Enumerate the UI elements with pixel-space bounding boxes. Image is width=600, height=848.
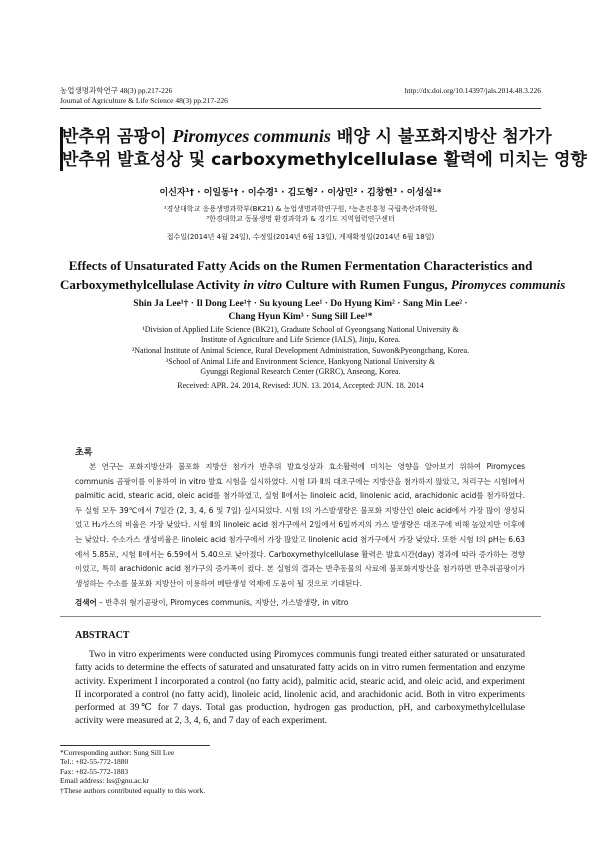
dates-ko: 접수일(2014년 4월 24일), 수정일(2014년 6월 13일), 게재확정일(2014년 6월 18일) [166, 233, 435, 241]
affiliation-en-2: Institute of Agriculture and Life Science (IALS), Jinju, Korea. [200, 335, 401, 344]
title-ko-line1: 반추위 곰팡이 Piromyces communis 배양 시 불포화지방산 첨가가 [62, 126, 552, 147]
authors-en-2: Chang Hyun Kim³ · Sung Sill Lee¹* [228, 312, 373, 322]
abstract-ko [75, 460, 525, 591]
title-ko-line2: 반추위 발효성상 및 carboxymethylcellulase 활력에 미치는 영향 [62, 150, 587, 170]
abstract-en-text: Two in vitro experiments were conducted using Piromyces communis fungi treated either saturated or unsaturated fatty acids to determine the effects of saturated and unsaturated fatty acids on in vitro rumen fermentation and enzyme activity. Experiment I incorporated a control (no fatty acid), palmitic acid, stearic acid, and oleic acid, and experiment II incorporated a control (no fatty acid), linoleic acid, linolenic acid, and arachidonic acid. Both in vitro experiments performed at 39℃ for 7 days. Total gas production, hydrogen gas production, pH, and carboxymethylcellulase activity were measured at 2, 3, 4, 6, and 7 day of each experiment. [75, 650, 525, 727]
title-en-line2: Carboxymethylcellulase Activity in vitro Culture with Rumen Fungus, Piromyces communis [60, 277, 566, 292]
affiliation-en-5: Gyunggi Regional Research Center (GRRC), Anseong, Korea. [200, 367, 401, 376]
affiliation-en-3: ²National Institute of Animal Science, Rural Development Administration, Suwon&Pyeongchang, Korea. [131, 346, 470, 355]
footnote-rule [60, 745, 210, 746]
header-rule [60, 108, 541, 109]
footnote-fax: Fax: +82-55-772-1883 [60, 766, 129, 776]
abstract-ko-heading: 초록 [75, 448, 93, 458]
title-en [60, 256, 566, 294]
affiliation-ko-1: ¹경상대학교 응용생명과학부(BK21) & 농업생명과학연구원, ²농촌진흥청 국립축산과학원, [163, 205, 438, 213]
footnote-equal-contribution: †These authors contributed equally to this work. [60, 785, 206, 795]
keywords-ko-text: – 반추위 혐기곰팡이, Piromyces communis, 지방산, 가스발생량, in vitro [96, 598, 349, 607]
affiliation-en-4: ³School of Animal Life and Environment Science, Hankyong National University & [165, 357, 436, 366]
title-ko-species: Piromyces communis [172, 126, 331, 146]
abstract-en [75, 649, 525, 729]
footnote-tel: Tel.: +82-55-772-1880 [60, 757, 129, 767]
title-en-line1: Effects of Unsaturated Fatty Acids on the Rumen Fermentation Characteristics and [68, 258, 533, 273]
footnotes [60, 748, 360, 795]
footnote-corresponding: *Corresponding author: Sung Sill Lee [60, 748, 175, 757]
authors-en-1: Shin Ja Lee¹† · Il Dong Lee¹† · Su kyoung Lee¹ · Do Hyung Kim² · Sang Min Lee² · [133, 299, 468, 309]
abstract-divider [60, 616, 541, 617]
dates-en: Received: APR. 24. 2014, Revised: JUN. 13. 2014, Accepted: JUN. 18. 2014 [177, 381, 424, 390]
journal-citation-en: Journal of Agriculture & Life Science 48(3) pp.217-226 [60, 96, 228, 105]
keywords-ko [75, 597, 348, 608]
journal-citation-ko: 농업생명과학연구 48(3) pp.217-226 [60, 86, 173, 95]
doi-link[interactable]: http://dx.doi.org/10.14397/jals.2014.48.3.226 [404, 86, 541, 95]
affiliation-ko-2: ³한경대학교 동물생명 환경과학과 & 경기도 지역협력연구센터 [206, 215, 395, 223]
footnote-email[interactable]: Email address: lss@gnu.ac.kr [60, 776, 149, 786]
abstract-ko-text: 본 연구는 포화지방산과 불포화 지방산 첨가가 반추위 발효성상과 효소활력에 미치는 영향을 알아보기 위하여 Piromyces communis 곰팡이를 이용하여 in vitro 발효 시험을 실시하였다. 시험 Ⅰ과 Ⅱ의 대조구에는 지방산을 첨가하지 않았고, 처리구는 시험Ⅰ에서 palmitic acid, stearic acid, oleic acid를 첨가하였고, 실험 Ⅱ에서는 linoleic acid, linolenic acid, arachidonic acid를 첨가하였다. 두 실험 모두 39℃에서 7일간 (2, 3, 4, 6 및 7일) 실시되었다. 시험 Ⅰ의 가스발생량은 불포화 지방산인 oleic acid에서 가장 많이 생성되었고 H₂가스의 비율은 가장 낮았다. 시험 Ⅱ의 linoleic acid 첨가구에서 2일에서 6일까지의 가스 발생량은 대조구에 비해 높았지만 이후에는 낮았다. 수소가스 생성비율은 linoleic acid 첨가구에서 가장 많았고 linolenic acid 첨가구에서 가장 낮았다. 또한 시험 Ⅰ의 pH는 6.63에서 5.85로, 시험 Ⅱ에서는 6.59에서 5.40으로 낮아졌다. Carboxymethylcellulase 활력은 발효시간(day) 경과에 따라 증가하는 경향이었고, 특히 arachidonic acid 첨가구의 증가폭이 컸다. 본 실험의 결과는 반추동물의 사료에 불포화지방산을 첨가하면 반추위곰팡이가 생성하는 수소를 불포화 지방산이 이용하여 메탄생성 억제에 도움이 될 것으로 기대된다. [75, 462, 525, 588]
affiliation-en-1: ¹Division of Applied Life Science (BK21), Graduate School of Gyeongsang National University & [142, 325, 459, 334]
authors-ko: 이신자¹† · 이일동¹† · 이수경¹ · 김도형² · 이상민² · 김창현³ · 이성실¹* [159, 188, 442, 198]
title-ko [62, 125, 587, 172]
abstract-en-heading: ABSTRACT [75, 630, 130, 641]
keywords-ko-label: 검색어 [75, 598, 97, 607]
